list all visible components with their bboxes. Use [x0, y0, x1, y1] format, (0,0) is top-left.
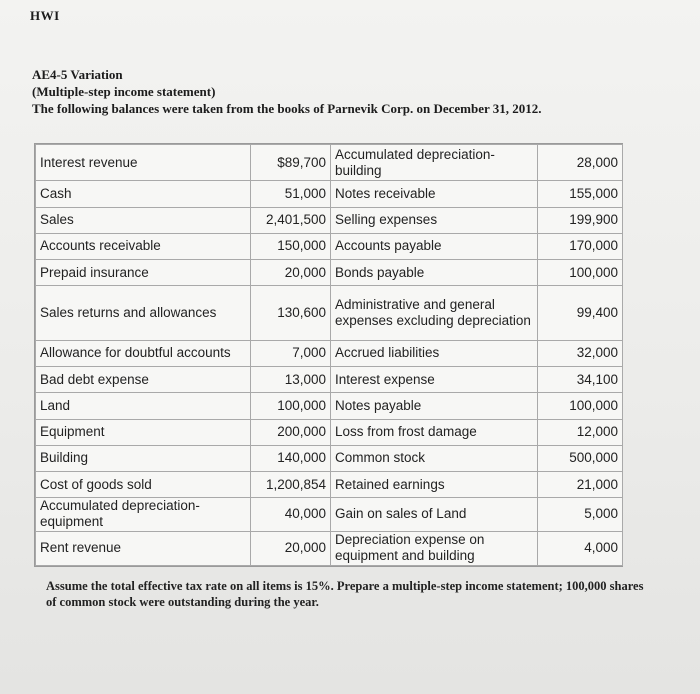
table-row	[36, 260, 623, 286]
account-name-right: Notes payable	[331, 393, 538, 419]
account-name-right: Accumulated depreciation-building	[331, 145, 538, 181]
table-row	[36, 207, 623, 233]
account-value-right: 12,000	[538, 419, 623, 445]
account-value-right: 28,000	[538, 145, 623, 181]
instructions: Assume the total effective tax rate on all items is 15%. Prepare a multiple-step income statement; 100,000 shares of common stock were outstanding during the year.	[46, 579, 644, 609]
account-name-left: Cost of goods sold	[36, 471, 251, 497]
table-row	[36, 419, 623, 445]
table-row	[36, 471, 623, 497]
account-value-right: 34,100	[538, 367, 623, 393]
account-value-right: 170,000	[538, 233, 623, 259]
account-value-left: $89,700	[251, 145, 331, 181]
account-name-left: Sales returns and allowances	[36, 286, 251, 341]
table-row	[36, 393, 623, 419]
table-row	[36, 181, 623, 207]
account-name-right: Selling expenses	[331, 207, 538, 233]
account-name-left: Accumulated depreciation-equipment	[36, 498, 251, 531]
account-name-left: Bad debt expense	[36, 367, 251, 393]
account-value-left: 1,200,854	[251, 471, 331, 497]
account-value-left: 2,401,500	[251, 207, 331, 233]
account-name-left: Land	[36, 393, 251, 419]
hw-header: HWI	[30, 8, 60, 23]
account-value-left: 20,000	[251, 260, 331, 286]
table-row	[36, 286, 623, 341]
account-value-right: 100,000	[538, 260, 623, 286]
table-row	[36, 445, 623, 471]
account-value-right: 155,000	[538, 181, 623, 207]
problem-heading	[32, 66, 542, 117]
account-name-left: Allowance for doubtful accounts	[36, 340, 251, 366]
account-name-right: Depreciation expense on equipment and building	[331, 531, 538, 565]
account-value-left: 140,000	[251, 445, 331, 471]
account-name-right: Gain on sales of Land	[331, 498, 538, 531]
account-name-left: Cash	[36, 181, 251, 207]
account-value-left: 100,000	[251, 393, 331, 419]
account-name-right: Accrued liabilities	[331, 340, 538, 366]
account-value-left: 20,000	[251, 531, 331, 565]
table-row	[36, 340, 623, 366]
account-name-right: Accounts payable	[331, 233, 538, 259]
account-name-right: Interest expense	[331, 367, 538, 393]
table-row	[36, 145, 623, 181]
account-name-left: Accounts receivable	[36, 233, 251, 259]
account-value-left: 13,000	[251, 367, 331, 393]
account-value-left: 130,600	[251, 286, 331, 341]
problem-subtitle: (Multiple-step income statement)	[32, 84, 216, 99]
account-value-right: 5,000	[538, 498, 623, 531]
account-name-right: Bonds payable	[331, 260, 538, 286]
table-row	[36, 233, 623, 259]
account-value-right: 500,000	[538, 445, 623, 471]
account-value-right: 32,000	[538, 340, 623, 366]
problem-intro: The following balances were taken from the books of Parnevik Corp. on December 31, 2012.	[32, 101, 542, 116]
account-value-left: 51,000	[251, 181, 331, 207]
account-name-right: Administrative and general expenses excluding depreciation	[331, 286, 538, 341]
account-value-left: 40,000	[251, 498, 331, 531]
account-name-right: Retained earnings	[331, 471, 538, 497]
account-name-right: Common stock	[331, 445, 538, 471]
account-value-left: 7,000	[251, 340, 331, 366]
account-value-right: 4,000	[538, 531, 623, 565]
account-value-right: 100,000	[538, 393, 623, 419]
balances-table	[34, 143, 623, 567]
account-name-left: Rent revenue	[36, 531, 251, 565]
account-name-right: Notes receivable	[331, 181, 538, 207]
account-name-left: Prepaid insurance	[36, 260, 251, 286]
account-value-right: 199,900	[538, 207, 623, 233]
problem-title: AE4-5 Variation	[32, 67, 123, 82]
account-name-left: Equipment	[36, 419, 251, 445]
table-row	[36, 367, 623, 393]
account-name-left: Building	[36, 445, 251, 471]
account-name-left: Interest revenue	[36, 145, 251, 181]
table-row	[36, 531, 623, 565]
account-value-left: 150,000	[251, 233, 331, 259]
account-name-right: Loss from frost damage	[331, 419, 538, 445]
table-row	[36, 498, 623, 531]
account-value-right: 99,400	[538, 286, 623, 341]
account-value-left: 200,000	[251, 419, 331, 445]
account-name-left: Sales	[36, 207, 251, 233]
account-value-right: 21,000	[538, 471, 623, 497]
